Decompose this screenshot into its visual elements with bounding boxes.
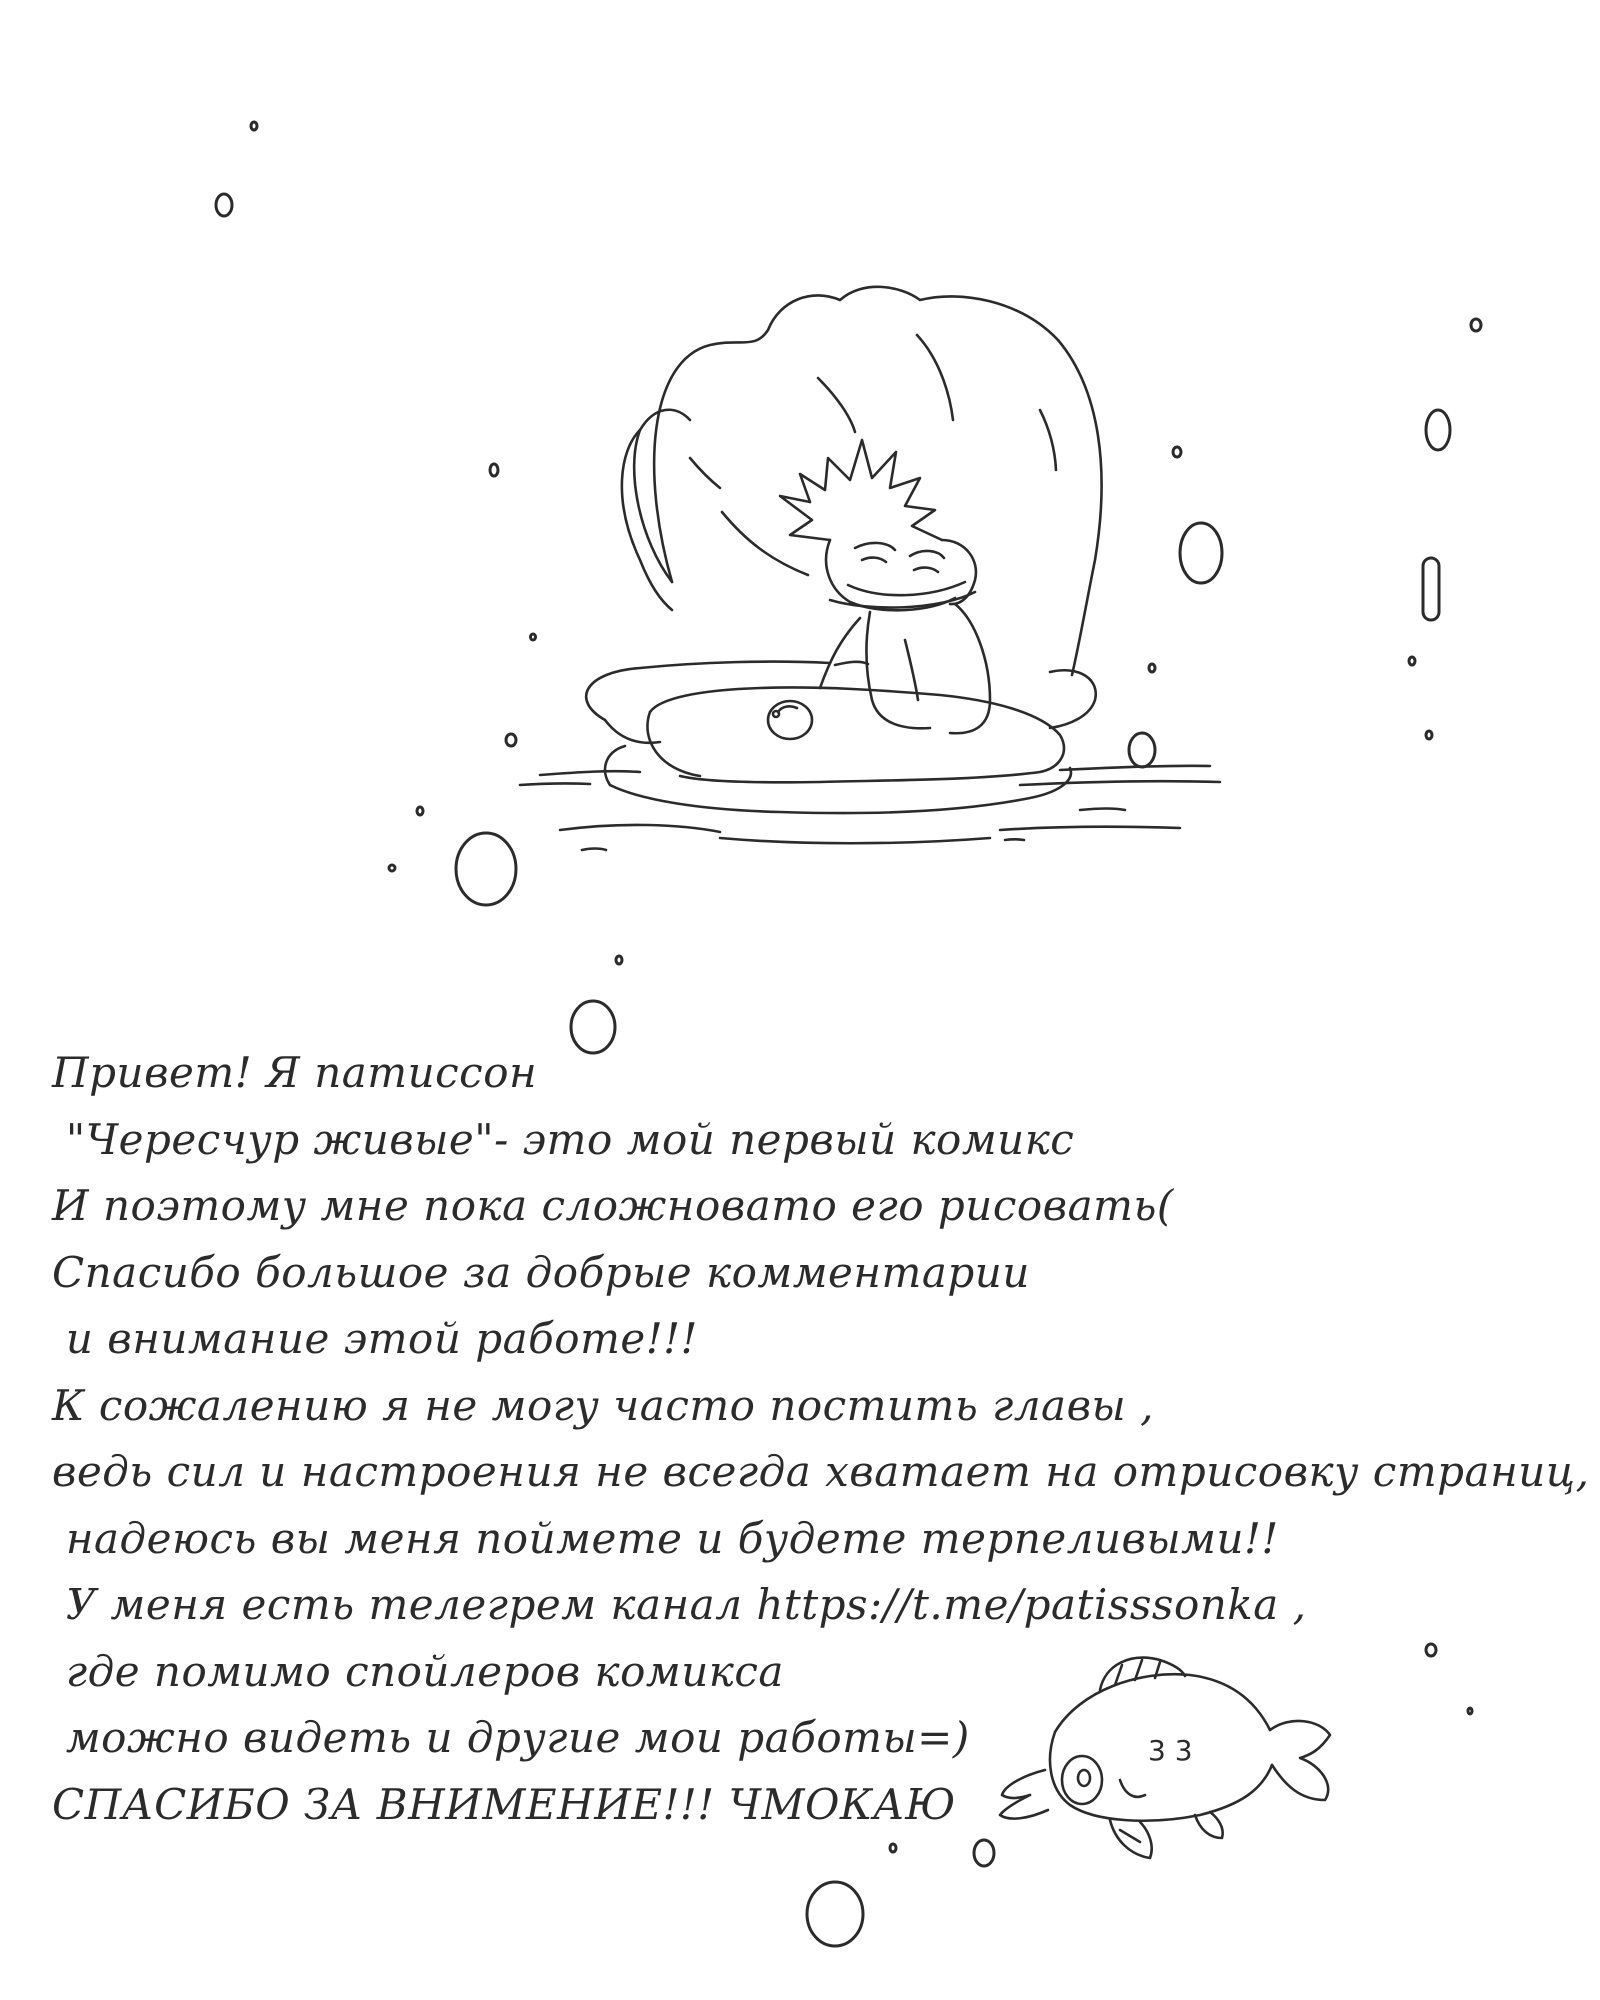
note-line-2: "Чересчур живые"- это мой первый комикс bbox=[52, 1114, 1075, 1164]
note-line-7: ведь сил и настроения не всегда хватает на отрисовку страниц, bbox=[52, 1447, 1590, 1496]
note-line-3: И поэтому мне пока сложновато его рисовать( bbox=[52, 1181, 1174, 1230]
note-line-9-telegram-link[interactable]: У меня есть телегрем канал https://t.me/patisssonka , bbox=[52, 1580, 1307, 1629]
note-line-5: и внимание этой работе!!! bbox=[52, 1314, 698, 1363]
note-line-6: К сожалению я не могу часто постить главы , bbox=[52, 1380, 1154, 1430]
note-line-8: надеюсь вы меня поймете и будете терпеливыми!! bbox=[52, 1513, 1279, 1563]
note-line-4: Спасибо большое за добрые комментарии bbox=[52, 1247, 1030, 1297]
author-note bbox=[52, 1040, 1590, 1838]
clam-shell-drawing bbox=[520, 287, 1220, 850]
note-line-10: где помимо спойлеров комикса bbox=[52, 1646, 784, 1696]
note-line-1: Привет! Я патиссон bbox=[52, 1048, 538, 1097]
fish-face-marks: 3 3 bbox=[1148, 1734, 1193, 1767]
note-line-11: можно видеть и другие мои работы=) bbox=[52, 1713, 970, 1762]
note-line-12: СПАСИБО ЗА ВНИМЕНИЕ!!! ЧМОКАЮ bbox=[52, 1779, 956, 1829]
